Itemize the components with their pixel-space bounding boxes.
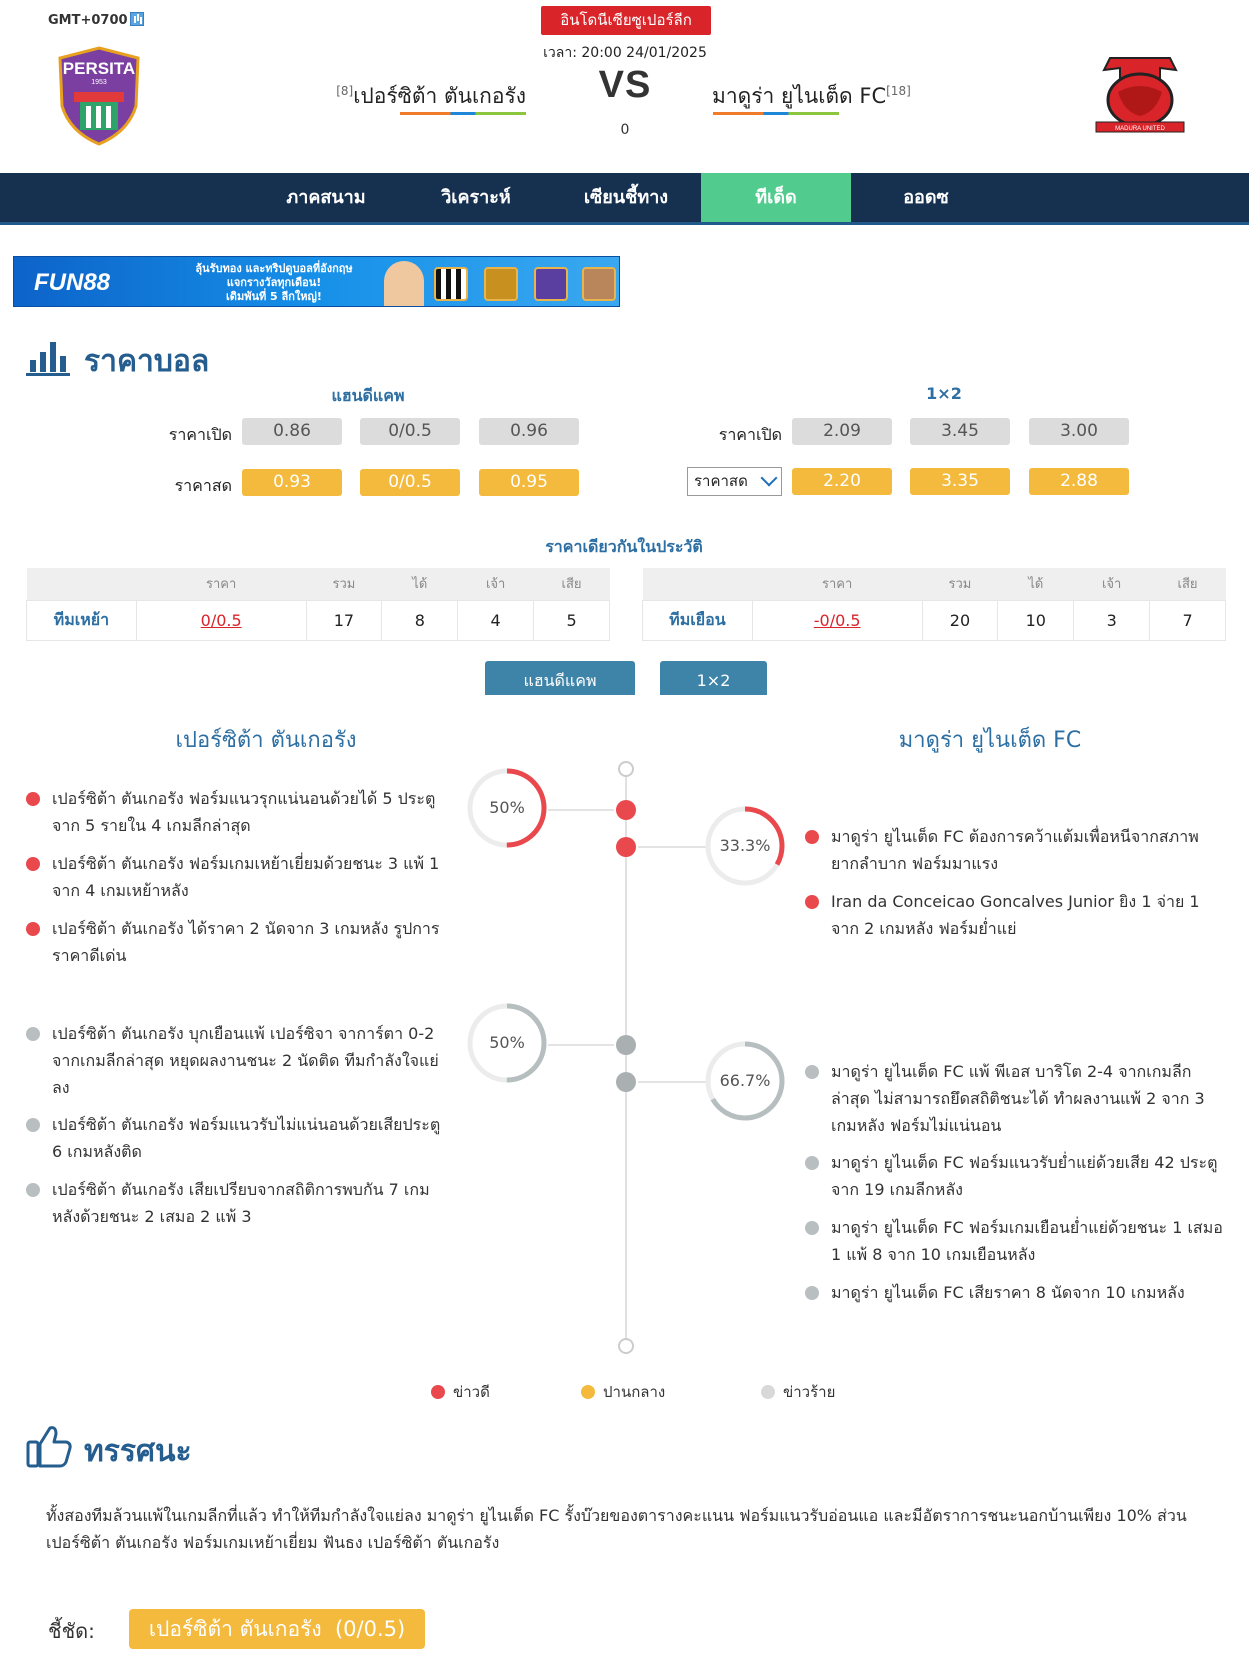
ad-banner[interactable] — [13, 256, 620, 307]
x12-title: 1×2 — [926, 384, 962, 403]
home-bad-percent: 50% — [467, 1003, 547, 1083]
good-bullet — [805, 895, 819, 909]
handicap-open-away[interactable]: 0.96 — [479, 418, 579, 445]
chevron-down-icon — [761, 470, 778, 487]
x12-open-label: ราคาเปิด — [718, 425, 782, 444]
history-table-home: ราคา รวม ได้ เจ้า เสีย ทีมเหย้า 0/0.5 17 8 4 5 — [26, 568, 610, 641]
bad-bullet — [805, 1286, 819, 1300]
banner-prize-ticket — [534, 267, 568, 301]
away-team-name[interactable]: มาดูร่า ยูไนเต็ด FC[18] — [712, 84, 911, 108]
bad-bullet — [805, 1221, 819, 1235]
connector — [548, 1044, 614, 1046]
timeline-dot-away-good — [616, 837, 636, 857]
chart-icon[interactable] — [130, 12, 144, 26]
list-item: เปอร์ซิต้า ตันเกอรัง ฟอร์มแนวรับไม่แน่นอนด้วยเสียประตู 6 เกมหลังติด — [26, 1111, 446, 1165]
list-item: มาดูร่า ยูไนเต็ด FC ต้องการคว้าแต้มเพื่อหนีจากสภาพยากลำบาก ฟอร์มมาแรง — [805, 823, 1225, 877]
banner-prize-phone — [582, 267, 616, 301]
timeline-dot-away-bad — [616, 1072, 636, 1092]
list-item: มาดูร่า ยูไนเต็ด FC แพ้ พีเอส บาริโต 2-4 จากเกมลีกล่าสุด ไม่สามารถยึดสถิติชนะได้ ทำผลงานแพ้ 2 จาก 3 เกมหลัง ฟอร์มไม่แน่นอน — [805, 1058, 1225, 1139]
list-item: มาดูร่า ยูไนเต็ด FC ฟอร์มเกมเยือนย่ำแย่ด้วยชนะ 1 เสมอ 1 แพ้ 8 จาก 10 เกมเยือนหลัง — [805, 1214, 1225, 1268]
handicap-open-label: ราคาเปิด — [168, 425, 232, 444]
main-nav — [0, 173, 1249, 225]
list-item: มาดูร่า ยูไนเต็ด FC ฟอร์มแนวรับย่ำแย่ด้วยเสีย 42 ประตู จาก 19 เกมลีกหลัง — [805, 1149, 1225, 1203]
home-analysis-title: เปอร์ซิต้า ตันเกอรัง — [175, 728, 357, 753]
bad-bullet — [805, 1065, 819, 1079]
timezone[interactable]: GMT+0700 — [48, 12, 144, 28]
home-good-percent: 50% — [467, 768, 547, 848]
away-bad-percent: 66.7% — [705, 1041, 785, 1121]
x12-open-home[interactable]: 2.09 — [792, 418, 892, 445]
away-team-logo[interactable] — [1090, 50, 1190, 146]
legend-neutral: ปานกลาง — [581, 1380, 665, 1404]
away-analysis-title: มาดูร่า ยูไนเต็ด FC — [898, 728, 1082, 753]
match-time: เวลา: 20:00 24/01/2025 — [543, 45, 707, 61]
nav-tab-analysis[interactable]: วิเคราะห์ — [441, 187, 511, 208]
handicap-live-label: ราคาสด — [174, 476, 232, 495]
handicap-open-line[interactable]: 0/0.5 — [360, 418, 460, 445]
handicap-live-home[interactable]: 0.93 — [242, 469, 342, 496]
history-table-away: ราคา รวม ได้ เจ้า เสีย ทีมเยือน -0/0.5 20 10 3 7 — [642, 568, 1226, 641]
banner-prize-shirt — [434, 267, 468, 301]
history-title: ราคาเดียวกันในประวัติ — [545, 537, 703, 556]
table-row: ทีมเยือน -0/0.5 20 10 3 7 — [643, 600, 1226, 640]
legend-good: ข่าวดี — [431, 1380, 490, 1404]
verdict-text: ทั้งสองทีมล้วนแพ้ในเกมลีกที่แล้ว ทำให้ทีมกำลังใจแย่ลง มาดูร่า ยูไนเต็ด FC รั้งบ๊วยของตารางคะแนน ฟอร์มแนวรับอ่อนแอ และมีอัตราการชนะนอกบ้านเพียง 10% ส่วน เปอร์ซิต้า ตันเกอรัง ฟอร์มเกมเหย้าเยี่ยม ฟันธง เปอร์ซิต้า ตันเกอรัง — [46, 1506, 1187, 1552]
good-bullet — [26, 857, 40, 871]
bad-bullet — [26, 1118, 40, 1132]
table-row: ทีมเหย้า 0/0.5 17 8 4 5 — [27, 600, 610, 640]
bad-bullet — [805, 1156, 819, 1170]
nav-tab-odds[interactable]: ออดซ — [903, 187, 949, 208]
list-item: เปอร์ซิต้า ตันเกอรัง ได้ราคา 2 นัดจาก 3 เกมหลัง รูปการราคาดีเด่น — [26, 915, 446, 969]
league-badge[interactable]: อินโดนีเซียซูเปอร์ลีก — [541, 6, 711, 35]
pick-badge[interactable]: เปอร์ซิต้า ตันเกอรัง (0/0.5) — [129, 1609, 425, 1649]
svg-text:1953: 1953 — [91, 79, 107, 86]
tab-1x2[interactable]: 1×2 — [660, 661, 767, 695]
home-team-underline — [400, 112, 526, 115]
good-bullet — [26, 792, 40, 806]
timeline-dot-home-bad — [616, 1035, 636, 1055]
home-team-logo[interactable] — [56, 46, 142, 146]
legend-bad: ข่าวร้าย — [761, 1380, 835, 1404]
tab-handicap[interactable]: แฮนดีแคพ — [485, 661, 635, 695]
banner-promo: ลุ้นรับทอง และทริปดูบอลที่อังกฤษ แจกรางวัลทุกเดือน! เดิมพันที่ 5 ลีกใหญ่! — [195, 262, 353, 303]
handicap-live-line[interactable]: 0/0.5 — [360, 469, 460, 496]
list-item: เปอร์ซิต้า ตันเกอรัง เสียเปรียบจากสถิติการพบกัน 7 เกมหลังด้วยชนะ 2 เสมอ 2 แพ้ 3 — [26, 1176, 446, 1230]
x12-live-away[interactable]: 2.88 — [1029, 468, 1129, 495]
legend-swatch — [761, 1385, 775, 1399]
handicap-title: แฮนดีแคพ — [331, 386, 405, 405]
svg-text:MADURA UNITED: MADURA UNITED — [1115, 126, 1165, 132]
odds-type-select[interactable]: ราคาสด — [687, 467, 782, 496]
handicap-open-home[interactable]: 0.86 — [242, 418, 342, 445]
list-item: เปอร์ซิต้า ตันเกอรัง ฟอร์มเกมเหย้าเยี่ยมด้วยชนะ 3 แพ้ 1 จาก 4 เกมเหย้าหลัง — [26, 850, 446, 904]
good-bullet — [805, 830, 819, 844]
handicap-live-away[interactable]: 0.95 — [479, 469, 579, 496]
x12-live-draw[interactable]: 3.35 — [910, 468, 1010, 495]
home-team-name[interactable]: [8]เปอร์ซิต้า ตันเกอรัง — [336, 84, 526, 108]
banner-brand: FUN88 — [34, 269, 111, 296]
connector — [548, 809, 614, 811]
list-item: เปอร์ซิต้า ตันเกอรัง บุกเยือนแพ้ เปอร์ซิจา จาการ์ตา 0-2 จากเกมลีกล่าสุด หยุดผลงานชนะ 2 นัดติด ทีมกำลังใจแย่ลง — [26, 1020, 446, 1101]
list-item: Iran da Conceicao Goncalves Junior ยิง 1 จ่าย 1 จาก 2 เกมหลัง ฟอร์มย่ำแย่ — [805, 888, 1225, 942]
timeline-dot-home-good — [616, 800, 636, 820]
list-item: มาดูร่า ยูไนเต็ด FC เสียราคา 8 นัดจาก 10 เกมหลัง — [805, 1279, 1225, 1306]
score: 0 — [620, 122, 630, 138]
nav-tab-expert[interactable]: เซียนชี้ทาง — [583, 187, 669, 208]
odds-section-title: ราคาบอล — [84, 344, 210, 379]
thumbs-up-icon — [26, 1424, 72, 1468]
svg-text:PERSITA: PERSITA — [62, 59, 136, 78]
bar-chart-icon — [26, 340, 70, 376]
verdict-section-title: ทรรศนะ — [84, 1434, 192, 1469]
history-away-price-link[interactable]: -0/0.5 — [752, 600, 922, 640]
legend-swatch — [581, 1385, 595, 1399]
x12-open-draw[interactable]: 3.45 — [910, 418, 1010, 445]
bad-bullet — [26, 1027, 40, 1041]
x12-open-away[interactable]: 3.00 — [1029, 418, 1129, 445]
connector — [638, 1081, 706, 1083]
connector — [638, 846, 706, 848]
pick-label: ชี้ชัด: — [48, 1619, 95, 1643]
nav-tab-field[interactable]: ภาคสนาม — [286, 187, 366, 208]
history-home-price-link[interactable]: 0/0.5 — [136, 600, 306, 640]
banner-player-image — [384, 261, 424, 307]
x12-live-home[interactable]: 2.20 — [792, 468, 892, 495]
timeline-start — [618, 761, 634, 777]
timeline-end — [618, 1338, 634, 1354]
banner-prize-gold — [484, 267, 518, 301]
away-team-underline — [713, 112, 839, 115]
nav-tab-tips[interactable]: ทีเด็ด — [701, 173, 851, 222]
list-item: เปอร์ซิต้า ตันเกอรัง ฟอร์มแนวรุกแน่นอนด้วยได้ 5 ประตู จาก 5 รายใน 4 เกมลีกล่าสุด — [26, 785, 446, 839]
legend-swatch — [431, 1385, 445, 1399]
vs-label: VS — [598, 64, 652, 106]
good-bullet — [26, 922, 40, 936]
bad-bullet — [26, 1183, 40, 1197]
away-good-percent: 33.3% — [705, 806, 785, 886]
